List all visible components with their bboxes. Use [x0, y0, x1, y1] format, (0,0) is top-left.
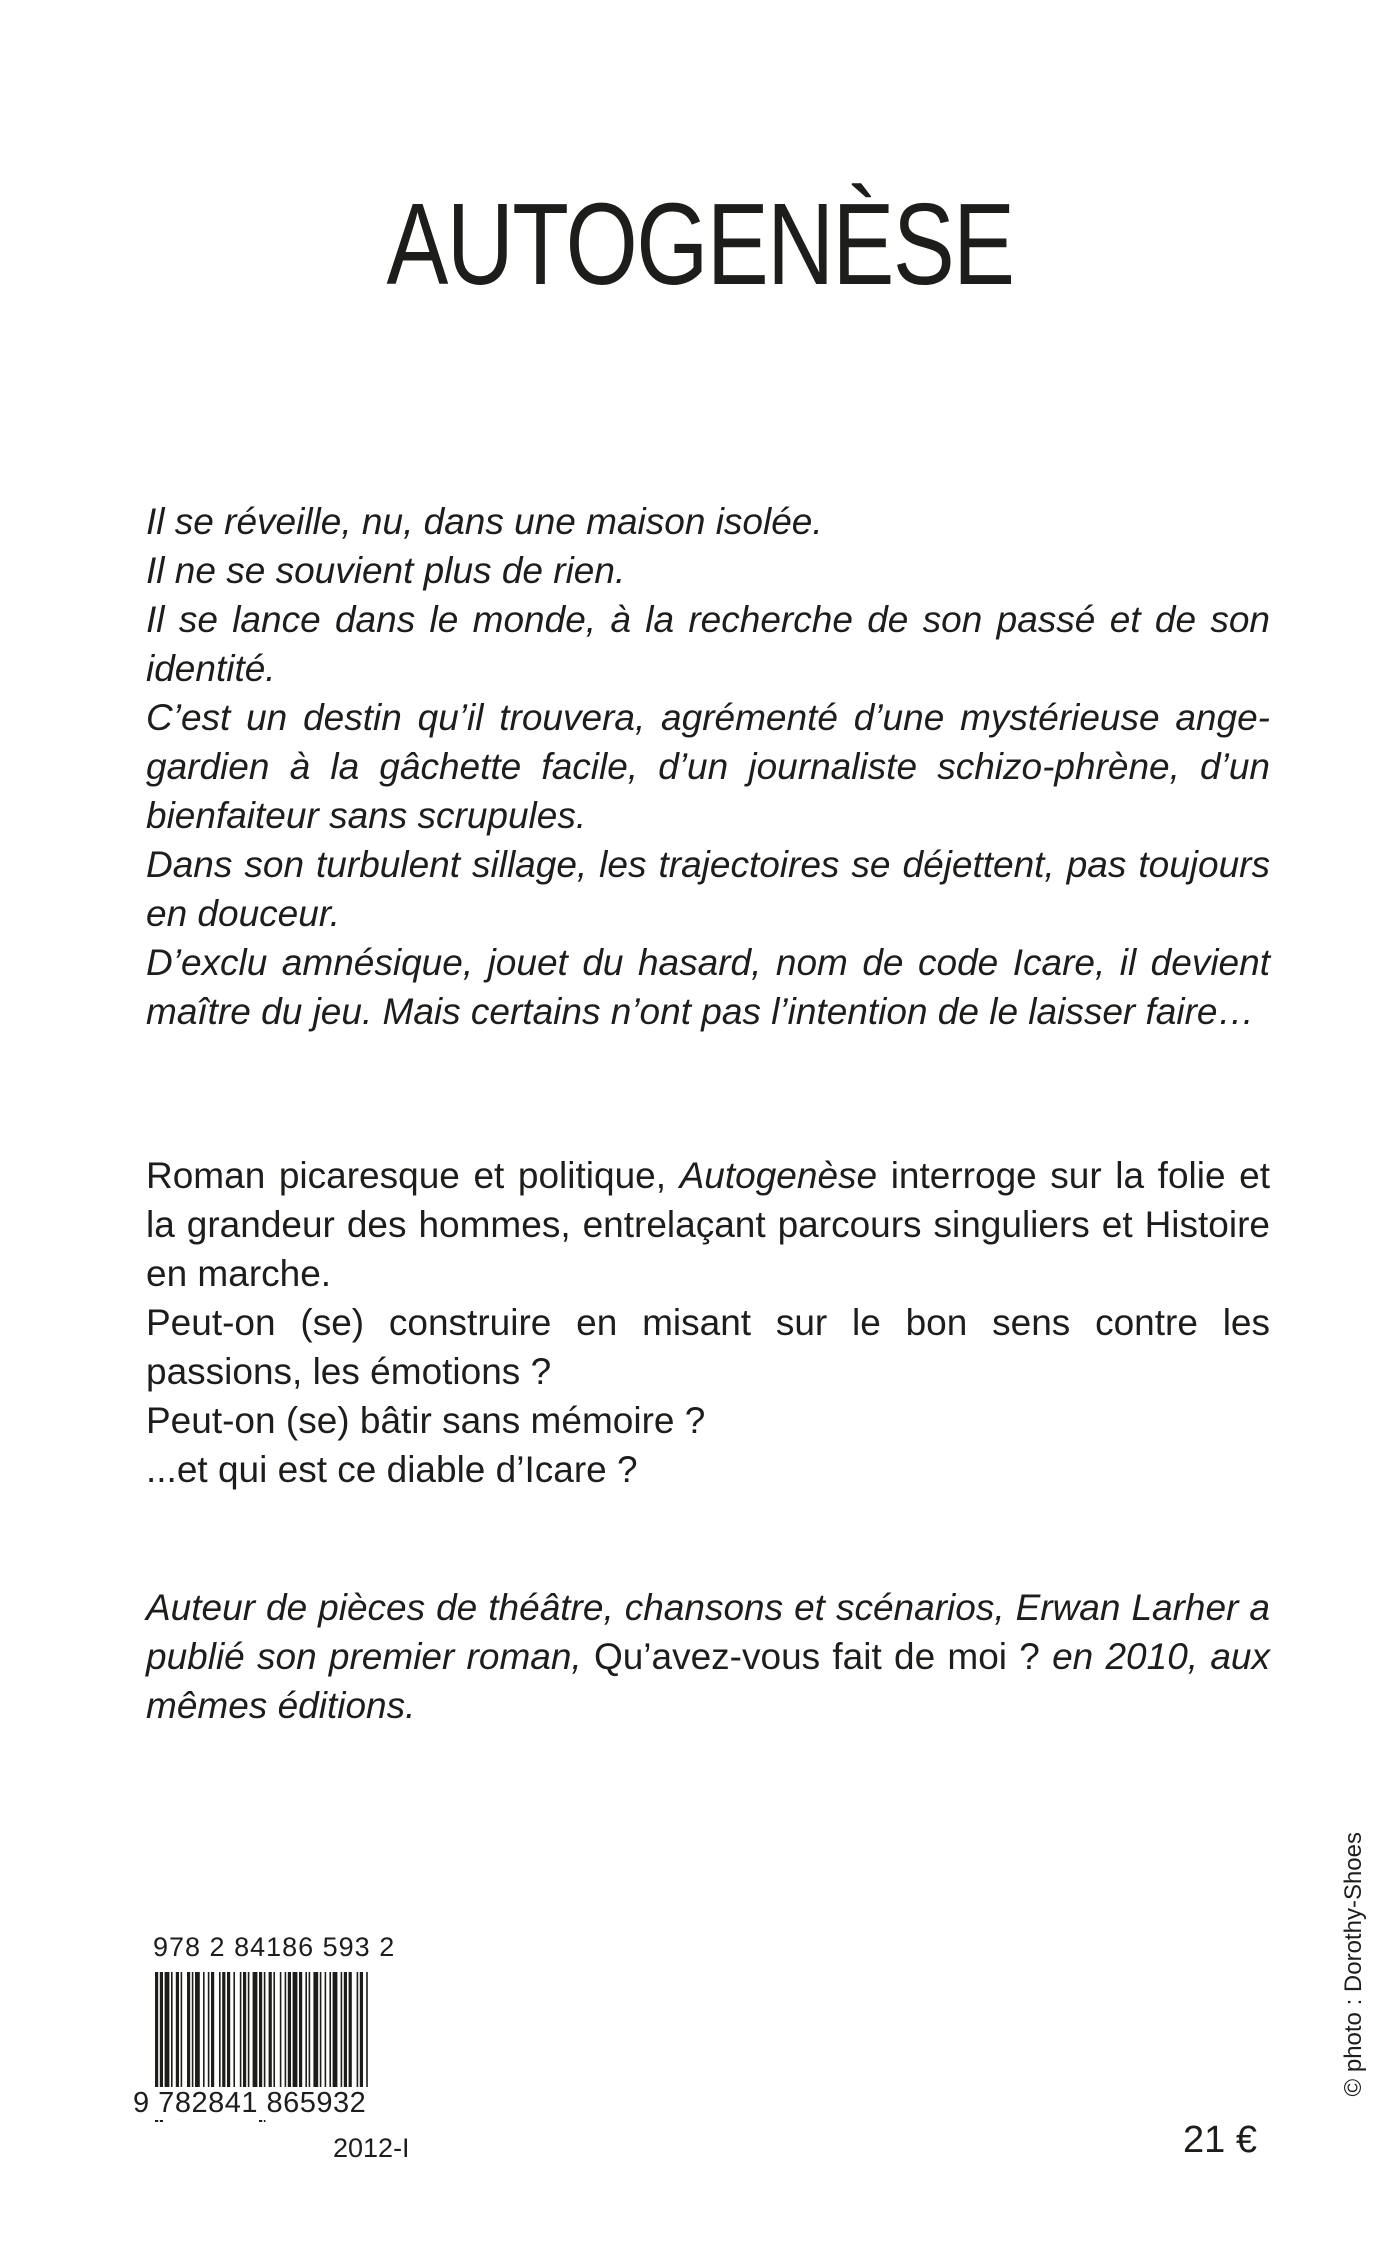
blurb-section: [146, 497, 1270, 1036]
isbn-number: 978 2 84186 593 2: [153, 1932, 396, 1962]
book-title: AUTOGENÈSE: [386, 179, 1014, 309]
summary-question-1: Peut-on (se) construire en misant sur le bon sens contre les passions, les émotions ?: [146, 1302, 1270, 1392]
blurb-line-4: C’est un destin qu’il trouvera, agrémenté d’une mystérieuse ange-gardien à la gâchette facile, d’un journaliste schizo-phrène, d’un bienfaiteur sans scrupules.: [146, 697, 1270, 836]
summary-question-3: ...et qui est ce diable d’Icare ?: [146, 1449, 638, 1490]
bio-text-end: en 2010, aux mêmes éditions.: [146, 1636, 1270, 1726]
blurb-line-6: D’exclu amnésique, jouet du hasard, nom de code Icare, il devient maître du jeu. Mais certains n’ont pas l’intention de le laisser faire…: [146, 942, 1270, 1032]
author-bio: [146, 1583, 1270, 1730]
blurb-line-3: Il se lance dans le monde, à la recherche de son passé et de son identité.: [146, 599, 1270, 689]
ean-digits: 9 782841 865932: [133, 2087, 367, 2119]
bio-first-novel-title: Qu’avez-vous fait de moi ?: [593, 1636, 1040, 1677]
bio-text-start: Auteur de pièces de théâtre, chansons et scénarios, Erwan Larher a publié son premier roman,: [146, 1587, 1270, 1677]
summary-text-end: interroge sur la folie et la grandeur des hommes, entrelaçant parcours singuliers et Histoire en marche.: [146, 1155, 1270, 1294]
blurb-line-2: Il ne se souvient plus de rien.: [146, 550, 626, 591]
summary-section: [146, 1151, 1270, 1494]
summary-book-title: Autogenèse: [679, 1155, 878, 1196]
photo-credit-text: © photo : Dorothy-Shoes: [1340, 1832, 1367, 2097]
summary-question-2: Peut-on (se) bâtir sans mémoire ?: [146, 1400, 706, 1441]
bio-paragraph: [146, 1583, 1270, 1730]
blurb-line-1: Il se réveille, nu, dans une maison isolée.: [146, 501, 823, 542]
summary-paragraph: [146, 1151, 1270, 1298]
price: 21 €: [1183, 2119, 1257, 2161]
blurb-line-5: Dans son turbulent sillage, les trajectoires se déjettent, pas toujours en douceur.: [146, 844, 1270, 934]
edition-code: 2012-I: [333, 2133, 410, 2163]
summary-text-start: Roman picaresque et politique,: [146, 1155, 680, 1196]
